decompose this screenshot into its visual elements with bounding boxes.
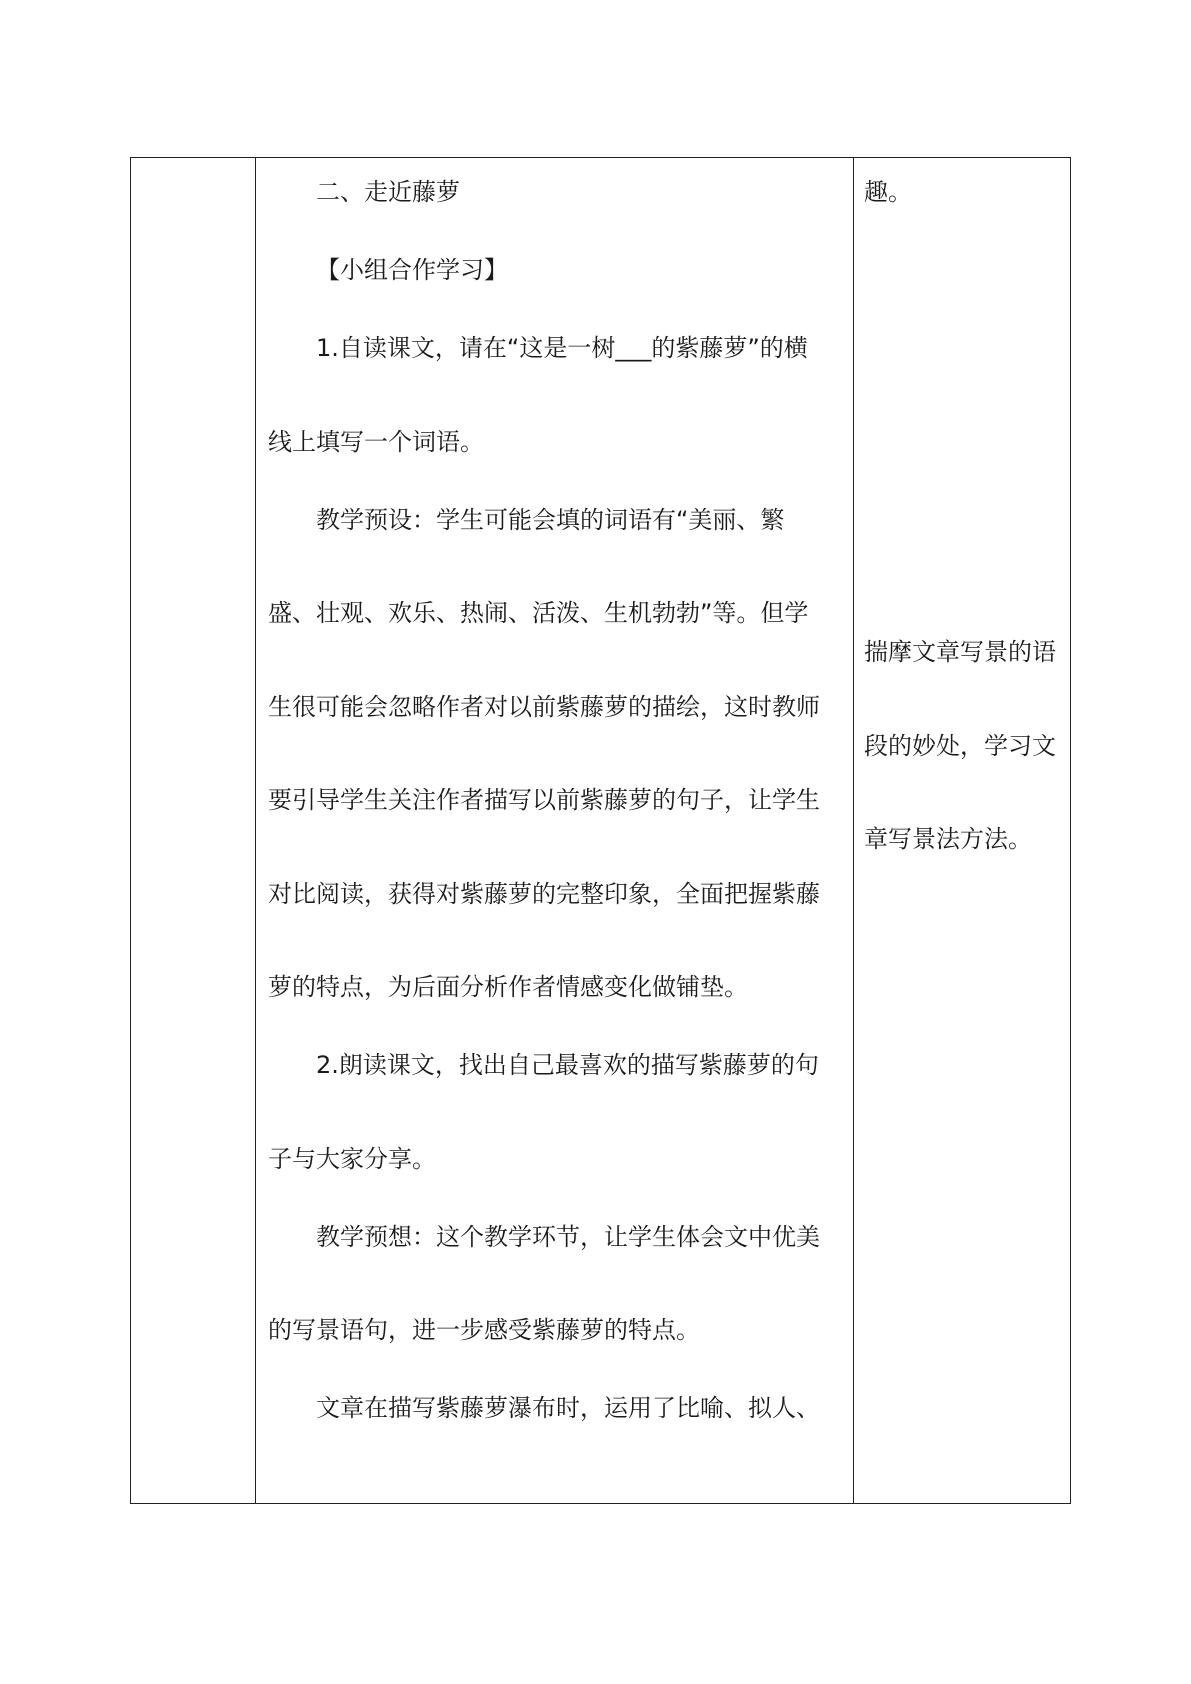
activity-heading: 【小组合作学习】 [316,256,508,284]
left-column-cell [131,158,256,1504]
text-line: 教学预想：这个教学环节，让学生体会文中优美 [316,1222,820,1251]
right-column-content [854,158,1070,911]
middle-column-cell [256,158,854,1504]
text-line: 1.自读课文，请在“这是一树___的紫藤萝”的横 [316,334,808,362]
goal-text-line: 段的妙处，学习文 [864,731,1056,760]
goal-tail-text: 趣。 [864,178,912,206]
text-line: 要引导学生关注作者描写以前紫藤萝的句子，让学生 [268,786,820,814]
text-line: 文章在描写紫藤萝瀑布时，运用了比喻、拟人、 [316,1394,820,1422]
text-line: 的写景语句，进一步感受紫藤萝的特点。 [268,1316,700,1344]
goal-text-line: 章写景法方法。 [864,825,1032,853]
text-line: 对比阅读，获得对紫藤萝的完整印象，全面把握紫藤 [268,879,820,908]
middle-column-content [256,158,853,1446]
right-column-cell [854,158,1071,1504]
text-line: 子与大家分享。 [268,1144,436,1173]
table-row [131,158,1071,1504]
text-line: 教学预设：学生可能会填的词语有“美丽、繁 [316,505,785,534]
text-line: 生很可能会忽略作者对以前紫藤萝的描绘，这时教师 [268,692,820,721]
text-line: 盛、壮观、欢乐、热闹、活泼、生机勃勃”等。但学 [268,599,809,627]
section-heading: 二、走近藤萝 [316,178,460,206]
text-line: 萝的特点，为后面分析作者情感变化做铺垫。 [268,973,748,1001]
text-line: 线上填写一个词语。 [268,427,484,456]
lesson-plan-table [130,157,1071,1504]
goal-text-line: 揣摩文章写景的语 [864,638,1056,666]
text-line: 2.朗读课文，找出自己最喜欢的描写紫藤萝的句 [316,1051,819,1079]
